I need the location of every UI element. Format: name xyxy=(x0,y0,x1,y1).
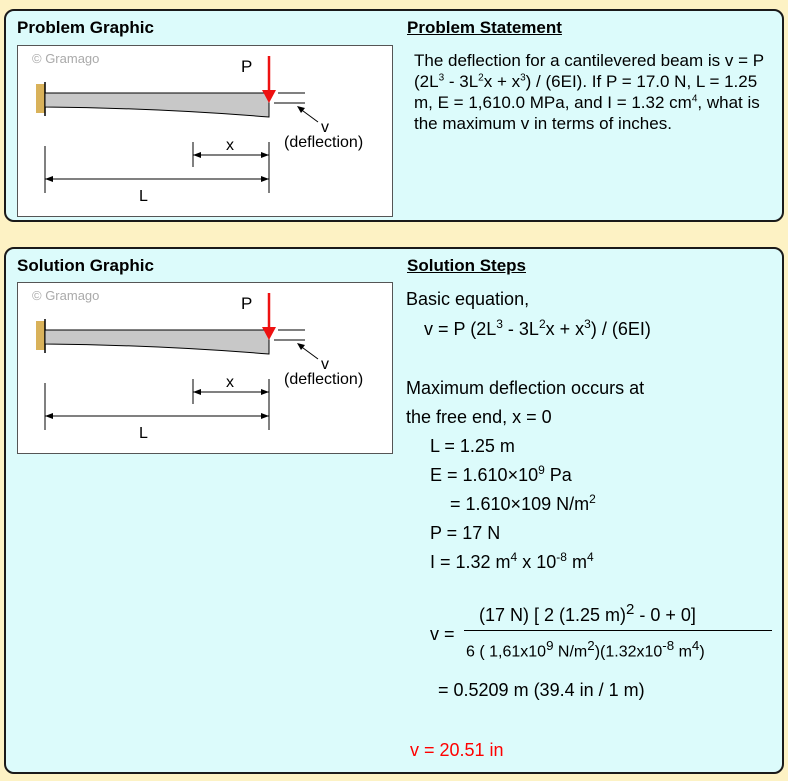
fraction-numerator: (17 N) [ 2 (1.25 m)$^2$ - 0 + 0] xyxy=(479,601,696,625)
length-label: L xyxy=(139,188,148,205)
x-label: x xyxy=(226,137,234,154)
problem-graphic-heading: Problem Graphic xyxy=(17,18,154,37)
beam xyxy=(45,330,269,354)
length-value: L = 1.25 m xyxy=(430,436,515,456)
fraction-bar xyxy=(464,630,772,631)
v-equals: v = xyxy=(430,624,455,644)
beam-diagram xyxy=(18,283,392,453)
problem-statement-heading: Problem Statement xyxy=(407,18,562,37)
solution-graphic-heading: Solution Graphic xyxy=(17,256,154,275)
load-label: P xyxy=(241,294,253,313)
wall-support xyxy=(36,321,45,350)
load-value: P = 17 N xyxy=(430,523,501,543)
x-label: x xyxy=(226,374,234,391)
problem-beam-figure xyxy=(17,45,393,217)
watermark: © Gramago xyxy=(32,288,100,303)
load-label: P xyxy=(241,57,253,76)
wall-support xyxy=(36,84,45,113)
beam-diagram xyxy=(18,46,392,216)
max-deflection-line2: the free end, x = 0 xyxy=(406,407,552,427)
modulus-si-value: = 1.610×109 $N/m^2$ xyxy=(450,492,596,514)
problem-panel xyxy=(4,9,784,222)
problem-statement-text: The deflection for a cantilevered beam is v = P $(2L^3 - 3L^2x + x^3) / (6EI)$. If P = 17.0 N, L = 1.25 m, E = 1,610.0 MPa, and I = 1.32 $cm^4$, what is the maximum v in terms of inches. xyxy=(414,51,764,133)
solution-panel xyxy=(4,247,784,774)
basic-equation-label: Basic equation, xyxy=(406,289,530,309)
deflection-label: (deflection) xyxy=(284,134,364,151)
result-value: = 0.5209 m (39.4 in / 1 m) xyxy=(438,680,645,700)
inertia-value: I = 1.32 $m^4$ x $10^{-8}$ $m^4$ xyxy=(430,550,594,572)
v-label: v xyxy=(321,119,329,136)
final-answer: v = 20.51 in xyxy=(410,740,504,760)
max-deflection-line1: Maximum deflection occurs at xyxy=(406,378,645,398)
modulus-value: $E = 1.610\times 10^9$ Pa xyxy=(430,463,572,485)
v-label: v xyxy=(321,356,329,373)
solution-steps-heading: Solution Steps xyxy=(407,256,526,275)
solution-beam-figure xyxy=(17,282,393,454)
watermark: © Gramago xyxy=(32,51,100,66)
beam xyxy=(45,93,269,117)
deflection-label: (deflection) xyxy=(284,371,364,388)
basic-equation: v = P $(2L^3 - 3L^2x + x^3) / (6EI)$ xyxy=(424,317,651,339)
fraction-denominator: 6 ( $1,61x10^9$ $N/m^2)(1.32x10^{-8}$ $m^4$) xyxy=(466,638,705,661)
length-label: L xyxy=(139,425,148,442)
